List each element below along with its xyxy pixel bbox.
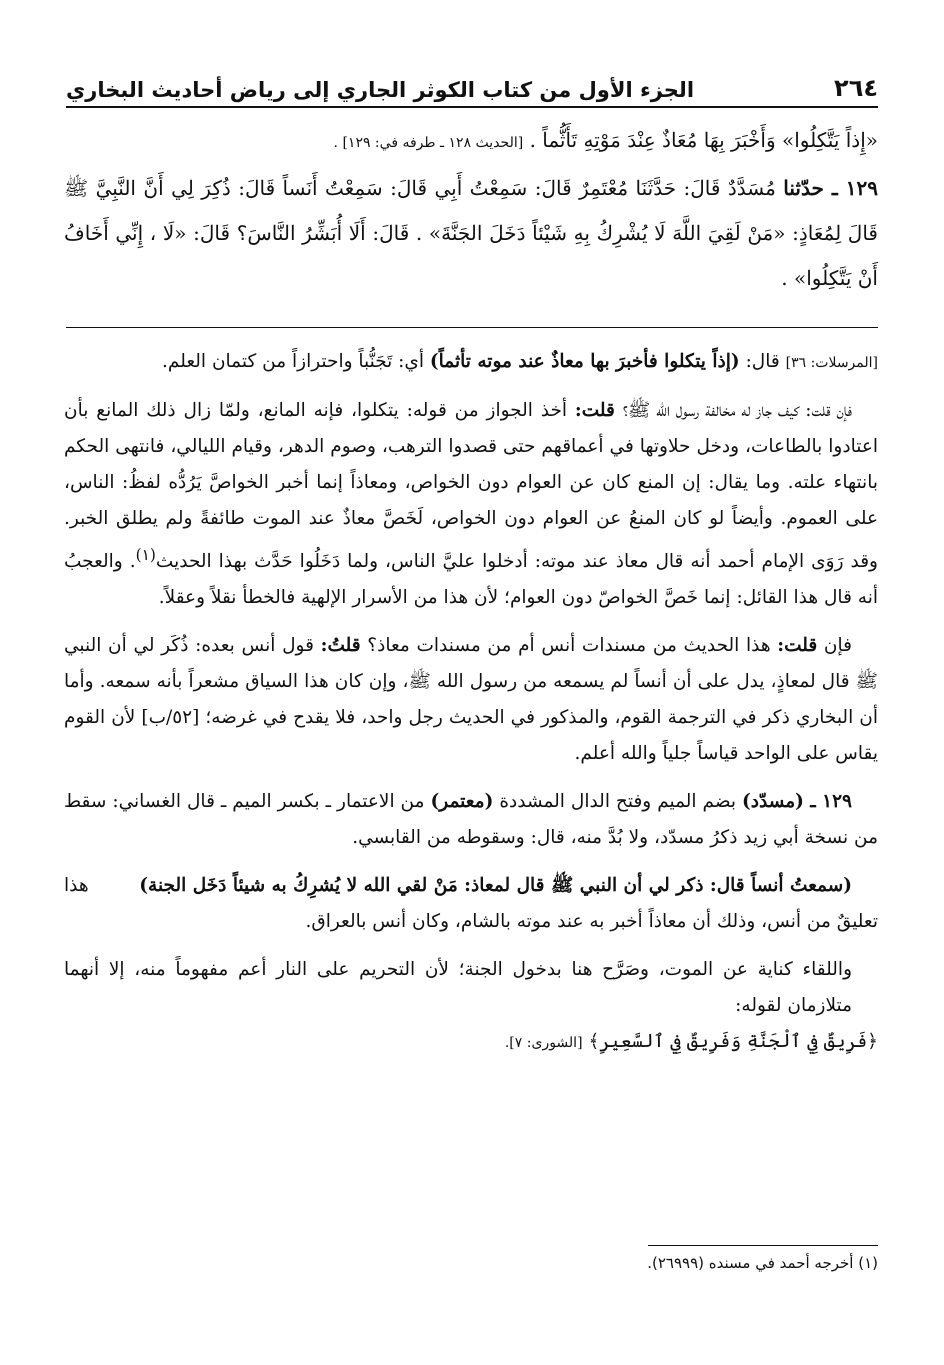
- hadith-129-label: ١٢٩ ـ حدّثنا: [783, 176, 878, 200]
- hadith-128-end: [64, 118, 878, 166]
- p3-text-b: هذا الحديث من مسندات أنس أم من مسندات معاذ؟: [367, 635, 771, 657]
- p1-text-a: قال:: [745, 351, 780, 372]
- p2-text-c: . والعجبُ أنه قال هذا القائل: إنما خَصَّ الخواصّ دون العوام؛ لأن هذا من الأسرار الإلهية فالخطأ نقلاً وعقلاً.: [64, 551, 878, 609]
- p6-ref: [الشورى: ٧].: [504, 1035, 583, 1052]
- hadith-129-text: مُسَدَّدٌ قَالَ: حَدَّثَنَا مُعْتَمِرٌ قَالَ: سَمِعْتُ أَبِي قَالَ: سَمِعْتُ أَنَساً قَالَ: ذُكِرَ لِي أَنَّ النَّبِيَّ ﷺ قَالَ لِمُعَاذٍ: «مَنْ لَقِيَ اللَّهَ لَا يُشْرِكُ بِهِ شَيْئاً دَخَلَ الجَنَّةَ» . قَالَ: أَلَا أُبَشِّرُ النَّاسَ؟ قَالَ: «لَا ، إِنِّي أَخَافُ أَنْ يَتَّكِلُوا» .: [64, 176, 878, 290]
- commentary: [64, 344, 878, 1073]
- footnote-marker: (١): [135, 546, 156, 564]
- commentary-p2: [64, 393, 878, 616]
- footnote-divider: [648, 1245, 878, 1246]
- p4-bold-1: ١٢٩ ـ (مسدّد): [742, 791, 852, 813]
- p3-bold-2: قلتُ:: [320, 635, 361, 657]
- commentary-p1: [64, 344, 878, 381]
- page-number: ٢٦٤: [834, 74, 878, 102]
- commentary-p6: [64, 952, 878, 1061]
- p4-text-b: من الاعتمار ـ بكسر الميم ـ قال الغساني: سقط من نسخة أبي زيد ذكرُ مسدّد، ولا بُدَّ منه، قال: وسقوطه من القابسي.: [64, 791, 878, 849]
- commentary-p3: [64, 628, 878, 772]
- p6-quran-verse: ﴿فَرِيقٌ فِي ٱلْجَنَّةِ وَفَرِيقٌ فِي ٱلسَّعِيرِ﴾: [588, 1031, 878, 1053]
- p5-text-a: هذا تعليقٌ من أنس، وذلك أن معاذاً أخبر به عند موته بالشام، وكان أنس بالعراق.: [64, 875, 878, 933]
- p4-bold-2: (معتمر): [430, 791, 494, 813]
- hadith-128-ref: [الحديث ١٢٨ ـ طرفه في: ١٢٩] .: [333, 135, 524, 151]
- footnote: (١) أخرجه أحمد في مسنده (٢٦٩٩٩).: [647, 1254, 878, 1272]
- commentary-p4: [64, 784, 878, 856]
- p5-bold: (سمعتُ أنساً قال: ذكر لي أن النبي ﷺ قال لمعاذ: مَنْ لقي الله لا يُشرِكُ به شيئاً دَخَل الجنة): [139, 875, 852, 897]
- hadith-129: [64, 166, 878, 301]
- hadith-128-text: «إِذاً يَتَّكِلُوا» وَأَخْبَرَ بِهَا مُعَاذٌ عِنْدَ مَوْتِهِ تَأَثُّماً .: [529, 128, 878, 152]
- commentary-p5: [64, 868, 878, 940]
- p3-bold-1: قلت:: [777, 635, 818, 657]
- p3-text-a: فإن: [823, 635, 852, 657]
- book-title: الجزء الأول من كتاب الكوثر الجاري إلى رياض أحاديث البخاري: [66, 78, 695, 102]
- p2-text-a: فإن قلت: كيف جاز له مخالفة رسول الله ﷺ؟: [622, 400, 852, 421]
- p2-text-b: أخذ الجواز من قوله: يتكلوا، فإنه المانع، ولمّا زال ذلك المانع بأن اعتادوا بالطاعات، ودخل حلاوتها في أعماقهم حتى قصدوا الترهب، وصوم الدهر، وقيام الليالي، فانتهى الحكم بانتهاء علته. وما يقال: إن المنع كان عن العوام دون الخواص، ومعاذاً إنما أخبر الخواصَّ يَرُدُّه لفظُ: الناس، على العموم. وأيضاً لو كان المنعُ عن العوام دون الخواص، لَخَصَّ معاذٌ عند الموت طائفةً ولم يطلق الخبر. وقد رَوَى الإمام أحمد أنه قال معاذ عند موته: أدخلوا عليَّ الناس، ولما دَخَلُوا حَدَّث بهذا الحديث: [64, 400, 878, 573]
- hadith-text: [64, 118, 878, 301]
- p1-ref: [المرسلات: ٣٦]: [785, 355, 878, 371]
- p1-text-b: أي: تَجَنُّباً واحترازاً من كتمان العلم.: [162, 351, 425, 372]
- p1-bold: (إذاً يتكلوا فأخبرَ بها معاذٌ عند موته تأثماً): [429, 351, 740, 372]
- section-divider: [66, 327, 878, 328]
- page-header: [66, 58, 878, 108]
- p3-text-c: قول أنس بعده: ذُكَر لي أن النبي ﷺ قال لمعاذٍ، يدل على أن أنساً لم يسمعه من رسول الله ﷺ، وإن كان هذا السياق مشعراً بأنه سمعه. وأما أن البخاري ذكر في الترجمة القوم، والمذكور في الحديث رجل واحد، فلا يقدح في غرضه؛ [٥٢/ب] لأن القوم يقاس على الواحد قياساً جلياً والله أعلم.: [64, 635, 878, 765]
- p4-text-a: بضم الميم وفتح الدال المشددة: [499, 791, 737, 813]
- p6-text-a: واللقاء كناية عن الموت، وصَرَّح هنا بدخول الجنة؛ لأن التحريم على النار أعم مفهوماً منه، إلا أنهما متلازمان لقوله:: [64, 959, 852, 1017]
- p2-bold: قلت:: [574, 400, 615, 421]
